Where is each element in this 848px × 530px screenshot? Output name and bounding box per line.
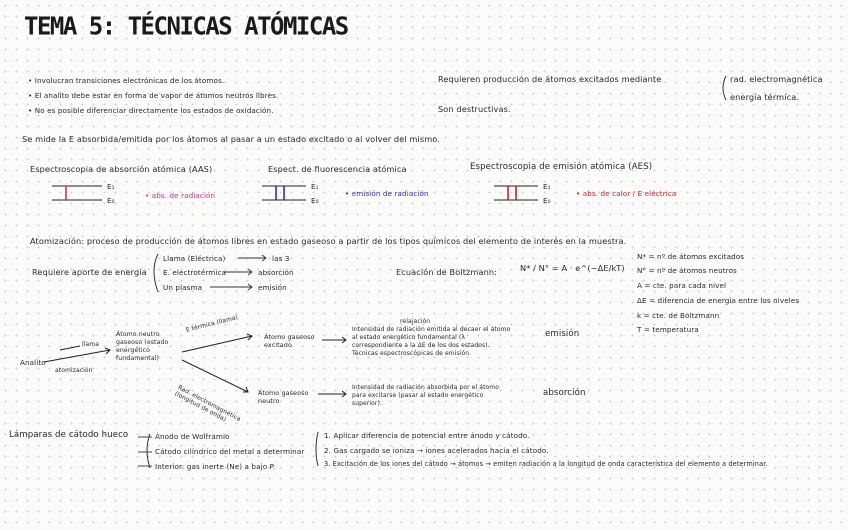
lamp-part-1: Ánodo de Wolframio — [155, 432, 230, 441]
technique-aas: Espectroscopia de absorción atómica (AAS) — [30, 164, 213, 174]
lamp-step-3: 3. Excitación de los iones del cátodo → átomos → emiten radiación a la longitud de onda característica del elemento a determinar. — [324, 460, 768, 468]
bullet-text: Involucran transiciones electrónicas de los átomos. — [34, 76, 225, 85]
flow-branch-bottom: atomización — [55, 367, 93, 374]
intro-right-prefix: Requieren producción de átomos excitados mediante — [438, 74, 662, 84]
bullet-text: No es posible diferenciar directamente los estados de oxidación. — [34, 106, 274, 115]
legend-3: A = cte. para cada nivel — [637, 281, 727, 290]
level-upper: E₁ — [543, 182, 551, 191]
energy-label: Requiere aporte de energía — [32, 267, 147, 277]
flow-relax-label: relajación — [400, 318, 431, 325]
page-title: TEMA 5: TÉCNICAS ATÓMICAS — [24, 11, 348, 41]
bullet-1: • Involucran transiciones electrónicas de los átomos. — [28, 76, 225, 85]
bullet-2: • El analito debe estar en forma de vapor de átomos neutros libres. — [28, 91, 279, 100]
flow-middle: Átomo neutro gaseoso (estado energético fundamental) — [116, 331, 169, 362]
energy-source-3: Un plasma — [163, 283, 203, 292]
energy-source-1: Llama (Eléctrica) — [163, 254, 226, 263]
flow-excited: Átomo gaseoso excitado — [264, 333, 315, 349]
brace-lamp — [147, 434, 150, 468]
legend-6: T = temperatura — [637, 325, 699, 334]
technique-afs: Espect. de fluorescencia atómica — [268, 164, 407, 174]
legend-1: N* = nº de átomos excitados — [637, 252, 745, 261]
technique-aes: Espectroscopia de emisión atómica (AES) — [470, 162, 653, 172]
level-lower: E₀ — [543, 196, 551, 205]
boltzmann-label: Ecuación de Boltzmann: — [396, 267, 498, 277]
legend-4: ΔE = diferencia de energía entre los niveles — [637, 296, 800, 305]
flow-ground: Átomo gaseoso neutro — [258, 389, 309, 405]
energy-arrows — [210, 255, 266, 290]
lamp-step-2: 2. Gas cargado se ioniza → iones acelerados hacia el cátodo. — [324, 446, 549, 455]
level-diagram-afs — [262, 186, 306, 200]
bullet-text: El analito debe estar en forma de vapor de átomos neutros libres. — [34, 91, 279, 100]
lamp-arrows — [138, 437, 152, 466]
energy-result-3: emisión — [258, 283, 287, 292]
aes-note: • abs. de calor / E eléctrica — [576, 189, 677, 198]
flow-label-down: Rad. electromagnética (longitud de onda) — [173, 384, 242, 424]
atomization-definition: Atomización: proceso de producción de átomos libres en estado gaseoso a partir de los tipos químicos del elemento de interés en la muestra. — [30, 236, 627, 246]
lamp-part-2: Cátodo cilíndrico del metal a determinar — [155, 447, 305, 456]
brace-steps — [316, 432, 318, 466]
legend-5: k = cte. de Boltzmann — [637, 311, 720, 320]
definition: Se mide la E absorbida/emitida por los átomos al pasar a un estado excitado o al volver del mismo. — [22, 134, 440, 144]
intro-right-second: Son destructivas. — [438, 104, 511, 114]
lamp-part-3: Interior: gas inerte (Ne) a bajo P. — [155, 462, 276, 471]
lamp-step-1: 1. Aplicar diferencia de potencial entre ánodo y cátodo. — [324, 431, 530, 440]
lamp-label: Lámparas de cátodo hueco — [9, 430, 129, 440]
energy-source-2: E. electrotérmica — [163, 268, 227, 277]
brace-energy — [154, 254, 158, 292]
flow-label-up: E térmica (llama) — [185, 314, 239, 334]
note-text: abs. de calor / E eléctrica — [582, 189, 677, 198]
note-text: emisión de radiación — [351, 189, 429, 198]
boltzmann-equation: N* / N° = A · e^(−ΔE/kT) — [520, 263, 625, 273]
legend-2: N° = nº de átomos neutros — [637, 266, 737, 275]
energy-result-2: absorción — [258, 268, 294, 277]
afs-note: • emisión de radiación — [345, 189, 429, 198]
level-lower: E₀ — [107, 196, 115, 205]
flow-emission-text: Intensidad de radiación emitida al decaer el átomo al estado energético fundamental (λ correspondiente a la ΔE de los dos estados). Técnicas espectroscópicas de emisión. — [352, 326, 511, 357]
level-upper: E₁ — [311, 182, 319, 191]
note-text: abs. de radiación — [151, 191, 216, 200]
flow-arrows — [44, 334, 346, 397]
intro-option-1: rad. electromagnética — [730, 74, 823, 84]
level-lower: E₀ — [311, 196, 319, 205]
flow-result-absorption: absorción — [543, 388, 586, 398]
flow-result-emission: emisión — [545, 329, 580, 339]
flow-branch-top: llama — [82, 341, 100, 348]
level-upper: E₁ — [107, 182, 115, 191]
bullet-3: • No es posible diferenciar directamente los estados de oxidación. — [28, 106, 274, 115]
flow-absorption-text: Intensidad de radiación absorbida por el átomo para excitarse (pasar al estado energético superior). — [352, 384, 500, 407]
intro-option-2: energía térmica. — [730, 92, 800, 102]
level-diagram-aes — [494, 186, 538, 200]
aas-note: • abs. de radiación — [145, 191, 216, 200]
level-diagram-aas — [52, 186, 102, 200]
brace-intro — [723, 76, 726, 100]
energy-result-1: las 3 — [272, 254, 290, 263]
flow-start: Analito — [20, 358, 46, 367]
